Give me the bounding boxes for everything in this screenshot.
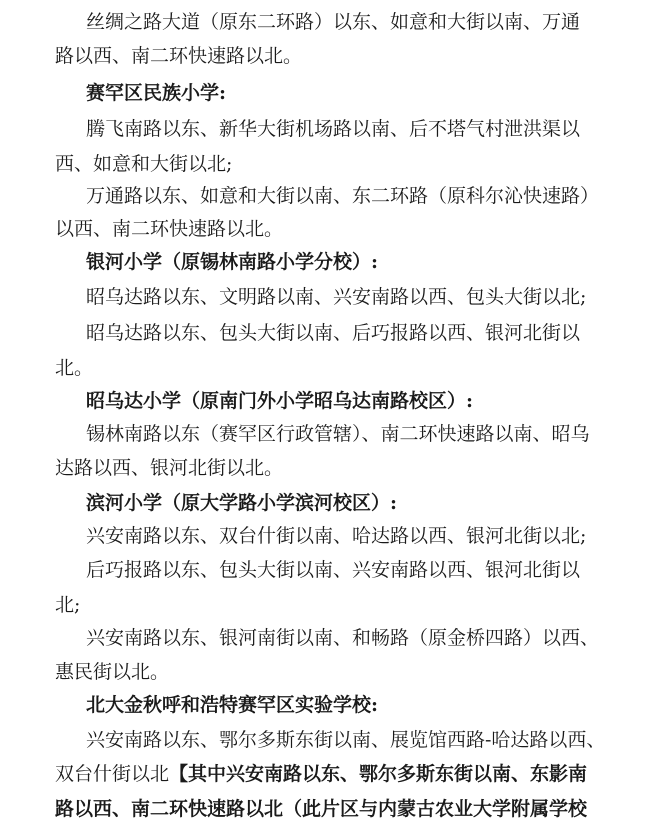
text-line: 西、如意和大街以北; xyxy=(55,153,233,175)
section-heading: 滨河小学（原大学路小学滨河校区）: xyxy=(86,492,398,514)
text-line: 兴安南路以东、双台什街以南、哈达路以西、银河北街以北; xyxy=(86,525,587,547)
text-line: 腾飞南路以东、新华大街机场路以南、后不塔气村泄洪渠以 xyxy=(86,118,581,140)
text-line: 北。 xyxy=(55,357,94,379)
section-heading: 北大金秋呼和浩特赛罕区实验学校: xyxy=(86,694,379,716)
section-heading: 银河小学（原锡林南路小学分校）: xyxy=(86,251,379,273)
text-line-mixed xyxy=(55,759,659,789)
text-line: 北; xyxy=(55,594,81,616)
text-line: 路以西、南二环快速路以北。 xyxy=(55,45,303,67)
text-line: 后巧报路以东、包头大街以南、兴安南路以西、银河北街以 xyxy=(86,559,581,581)
text-line: 达路以西、银河北街以北。 xyxy=(55,457,284,479)
section-heading: 赛罕区民族小学: xyxy=(86,82,227,104)
text-line: 昭乌达路以东、文明路以南、兴安南路以西、包头大街以北; xyxy=(86,286,587,308)
bold-text-segment: 【其中兴安南路以东、鄂尔多斯东街以南、东影南 xyxy=(169,763,588,785)
text-line: 惠民街以北。 xyxy=(55,661,170,683)
text-line: 兴安南路以东、银河南街以南、和畅路（原金桥四路）以西、 xyxy=(86,627,600,649)
text-line: 路以西、南二环快速路以北（此片区与内蒙古农业大学附属学校 xyxy=(55,798,588,820)
text-line: 以西、南二环快速路以北。 xyxy=(55,218,284,240)
section-heading: 昭乌达小学（原南门外小学昭乌达南路校区）: xyxy=(86,390,474,412)
text-line: 兴安南路以东、鄂尔多斯东街以南、展览馆西路-哈达路以西、 xyxy=(86,729,606,751)
text-line: 丝绸之路大道（原东二环路）以东、如意和大街以南、万通 xyxy=(86,11,581,33)
text-segment: 双台什街以北 xyxy=(55,763,170,785)
text-line: 昭乌达路以东、包头大街以南、后巧报路以西、银河北街以 xyxy=(86,322,581,344)
text-line: 万通路以东、如意和大街以南、东二环路（原科尔沁快速路） xyxy=(86,185,600,207)
text-line: 锡林南路以东（赛罕区行政管辖）、南二环快速路以南、昭乌 xyxy=(86,423,590,445)
